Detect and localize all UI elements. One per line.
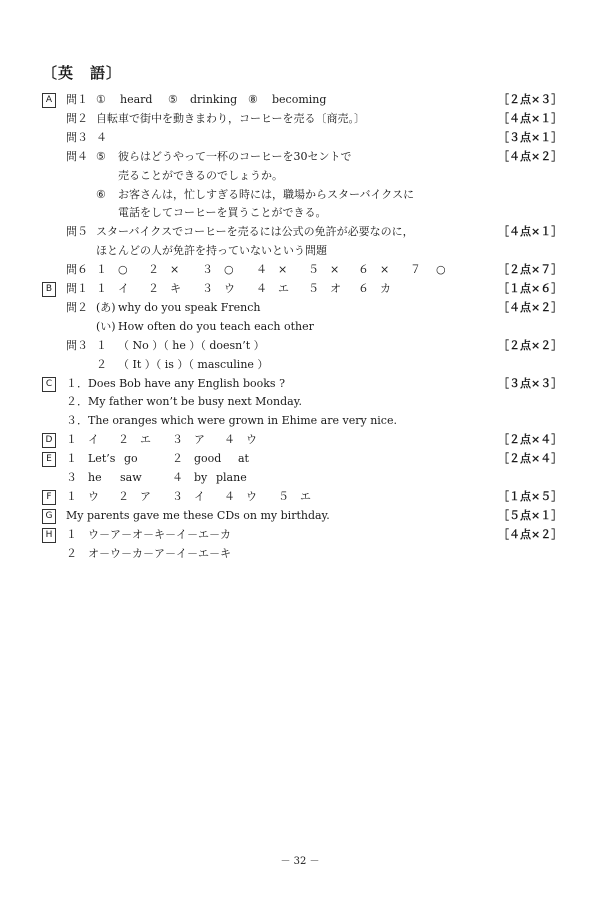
answer-row	[0, 487, 600, 506]
answer-row	[0, 525, 600, 544]
answer-text: ３	[202, 282, 213, 295]
answer-row	[0, 392, 600, 411]
answer-text: ４	[224, 433, 235, 446]
answer-text: ２	[148, 263, 159, 276]
answer-text: カ	[380, 282, 391, 295]
score-label: ［２点×７］	[498, 263, 563, 276]
answer-text: ⑤	[168, 93, 178, 106]
answer-row	[0, 430, 600, 449]
answer-text: at	[238, 452, 249, 465]
score-label: ［２点×４］	[498, 452, 563, 465]
answer-text: （ No ）（ he ）（ doesn’t ）	[118, 339, 265, 352]
answer-text: キ	[170, 282, 181, 295]
answer-row	[0, 544, 600, 563]
score-label: ［３点×１］	[498, 131, 563, 144]
answer-text: ⑤	[96, 150, 106, 163]
answer-text: good	[194, 452, 222, 465]
score-label: ［２点×４］	[498, 433, 563, 446]
answer-text: ４	[256, 263, 267, 276]
answer-text: why do you speak French	[118, 301, 261, 314]
question-number: 問３	[66, 339, 88, 352]
answer-text: ５	[308, 263, 319, 276]
answer-text: My father won’t be busy next Monday.	[88, 395, 302, 408]
answer-text: 売ることができるのでしょうか。	[118, 169, 283, 182]
answer-text: ３．	[66, 414, 88, 427]
score-label: ［４点×１］	[498, 112, 563, 125]
answer-text: ほとんどの人が免許を持っていないという問題	[96, 244, 327, 257]
section-label: A	[42, 93, 56, 108]
answer-text: heard	[120, 93, 153, 106]
answer-text: エ	[140, 433, 151, 446]
question-number: 問２	[66, 112, 88, 125]
answer-text: ７	[410, 263, 421, 276]
answer-text: ４	[96, 131, 107, 144]
answer-text: ○	[118, 263, 128, 276]
section-label: D	[42, 433, 56, 448]
answer-text: ⑥	[96, 188, 106, 201]
answer-text: エ	[300, 490, 311, 503]
answer-text: Does Bob have any English books ?	[88, 377, 285, 390]
answer-row	[0, 222, 600, 241]
answer-text: ６	[358, 282, 369, 295]
answer-text: イ	[118, 282, 129, 295]
answer-text: by	[194, 471, 208, 484]
answer-text: お客さんは，忙しすぎる時には，職場からスターバイクスに	[118, 188, 415, 201]
question-number: 問１	[66, 93, 88, 106]
answer-text: ３	[172, 433, 183, 446]
answer-text: ×	[170, 263, 180, 276]
answer-text: My parents gave me these CDs on my birthday.	[66, 509, 330, 522]
answer-text: 自転車で街中を動きまわり，コーヒーを売る〔商売。〕	[96, 112, 366, 125]
answer-text: (あ)	[96, 301, 116, 314]
answer-text: ４	[256, 282, 267, 295]
answer-row	[0, 506, 600, 525]
answer-text: １	[66, 452, 77, 465]
answer-text: エ	[278, 282, 289, 295]
answer-text: ３	[172, 490, 183, 503]
answer-text: ２	[118, 433, 129, 446]
answer-text: ２	[66, 547, 77, 560]
answer-text: オ	[330, 282, 341, 295]
section-label: E	[42, 452, 56, 467]
answer-text: go	[124, 452, 138, 465]
score-label: ［１点×５］	[498, 490, 563, 503]
answer-text: ①	[96, 93, 106, 106]
question-number: 問２	[66, 301, 88, 314]
answer-text: 彼らはどうやって一杯のコーヒーを30セントで	[118, 150, 352, 163]
answer-text: １	[96, 282, 107, 295]
answer-text: ウ	[246, 433, 257, 446]
score-label: ［３点×３］	[498, 377, 563, 390]
answer-text: ２	[172, 452, 183, 465]
answer-text: ア	[140, 490, 151, 503]
answer-text: ３	[66, 471, 77, 484]
answer-text: ５	[308, 282, 319, 295]
score-label: ［１点×６］	[498, 282, 563, 295]
answer-text: スターバイクスでコーヒーを売るには公式の免許が必要なのに，	[96, 225, 414, 238]
answer-text: ×	[330, 263, 340, 276]
answer-text: ウ－ア－オ－キ－イ－エ－カ	[88, 528, 231, 541]
answer-row	[0, 109, 600, 128]
question-number: 問５	[66, 225, 88, 238]
answer-text: ウ	[224, 282, 235, 295]
answer-text: he	[88, 471, 102, 484]
answer-row	[0, 449, 600, 468]
score-label: ［４点×１］	[498, 225, 563, 238]
answer-text: ２	[96, 358, 107, 371]
answer-text: ２	[148, 282, 159, 295]
score-label: ［４点×２］	[498, 301, 563, 314]
question-number: 問４	[66, 150, 88, 163]
answer-text: ２．	[66, 395, 88, 408]
question-number: 問３	[66, 131, 88, 144]
score-label: ［２点×３］	[498, 93, 563, 106]
answer-text: ６	[358, 263, 369, 276]
answer-row	[0, 374, 600, 393]
score-label: ［４点×２］	[498, 150, 563, 163]
answer-text: オ－ウ－カ－ア－イ－エ－キ	[88, 547, 231, 560]
section-label: C	[42, 377, 56, 392]
answer-text: １	[66, 528, 77, 541]
answer-text: How often do you teach each other	[118, 320, 314, 333]
answer-text: ４	[172, 471, 183, 484]
answer-row	[0, 468, 600, 487]
answer-text: イ	[88, 433, 99, 446]
answer-text: ア	[194, 433, 205, 446]
answer-text: ウ	[88, 490, 99, 503]
score-label: ［２点×２］	[498, 339, 563, 352]
answer-row	[0, 185, 600, 204]
answer-text: ４	[224, 490, 235, 503]
page-number: － 32 －	[280, 856, 320, 867]
section-label: F	[42, 490, 56, 505]
answer-text: １	[96, 339, 107, 352]
answer-text: Let’s	[88, 452, 116, 465]
question-number: 問１	[66, 282, 88, 295]
answer-text: (い)	[96, 320, 116, 333]
answer-text: ２	[118, 490, 129, 503]
answer-row	[0, 90, 600, 109]
answer-text: plane	[216, 471, 247, 484]
answer-text: １	[66, 433, 77, 446]
answer-row	[0, 241, 600, 260]
answer-text: becoming	[272, 93, 327, 106]
page-title: 〔英 語〕	[42, 64, 123, 82]
answer-text: ３	[202, 263, 213, 276]
answer-row	[0, 298, 600, 317]
answer-row	[0, 260, 600, 279]
answer-row	[0, 128, 600, 147]
section-label: G	[42, 509, 56, 524]
answer-text: ×	[278, 263, 288, 276]
answer-row	[0, 355, 600, 374]
answer-text: drinking	[190, 93, 238, 106]
score-label: ［４点×２］	[498, 528, 563, 541]
answer-text: （ It ）（ is ）（ masculine ）	[118, 358, 269, 371]
answer-text: ×	[380, 263, 390, 276]
section-label: H	[42, 528, 56, 543]
answer-text: １	[66, 490, 77, 503]
answer-text: イ	[194, 490, 205, 503]
answer-text: ５	[278, 490, 289, 503]
answer-row	[0, 279, 600, 298]
answer-row	[0, 411, 600, 430]
answer-text: ⑧	[248, 93, 258, 106]
answer-row	[0, 166, 600, 185]
score-label: ［５点×１］	[498, 509, 563, 522]
answer-row	[0, 203, 600, 222]
question-number: 問６	[66, 263, 88, 276]
answer-text: ○	[436, 263, 446, 276]
answer-text: saw	[120, 471, 142, 484]
section-label: B	[42, 282, 56, 297]
answer-text: １	[96, 263, 107, 276]
answer-row	[0, 317, 600, 336]
answer-text: １．	[66, 377, 88, 390]
answer-row	[0, 336, 600, 355]
answer-text: 電話をしてコーヒーを買うことができる。	[118, 206, 327, 219]
answer-text: The oranges which were grown in Ehime are very nice.	[88, 414, 397, 427]
answer-text: ○	[224, 263, 234, 276]
answer-text: ウ	[246, 490, 257, 503]
answer-row	[0, 147, 600, 166]
